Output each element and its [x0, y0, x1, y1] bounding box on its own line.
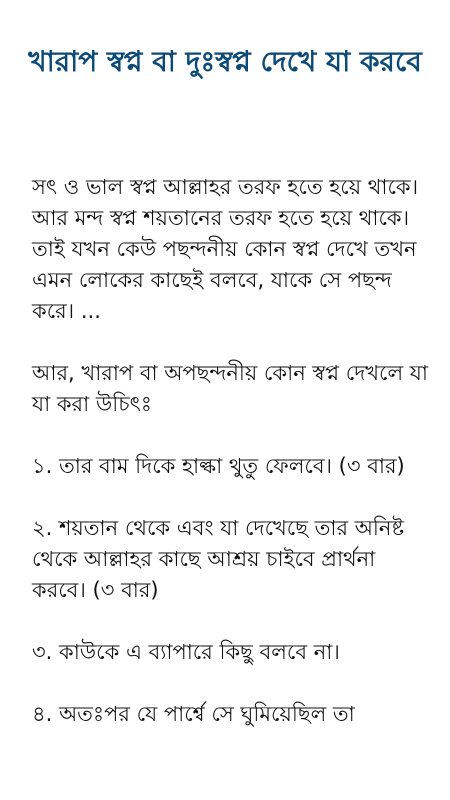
- step-3: ৩. কাউকে এ ব্যাপারে কিছু বলবে না।: [32, 640, 340, 664]
- step-1: ১. তার বাম দিকে হাল্কা থুতু ফেলবে। (৩ বার): [32, 454, 405, 478]
- step-4: ৪. অতঃপর যে পার্শ্বে সে ঘুমিয়েছিল তা: [32, 702, 355, 726]
- paragraph-bad-dream-lead: আর, খারাপ বা অপছন্দনীয় কোন স্বপ্ন দেখলে যা যা করা উচিৎঃ: [32, 361, 428, 416]
- article-body: [0, 172, 450, 730]
- article-title: খারাপ স্বপ্ন বা দুঃস্বপ্ন দেখে যা করবে: [28, 45, 422, 78]
- step-2: ২. শয়তান থেকে এবং যা দেখেছে তার অনিষ্ট থেকে আল্লাহর কাছে আশ্রয় চাইবে প্রার্থনা করবে। (৩ বার): [32, 516, 405, 602]
- paragraph-intro: সৎ ও ভাল স্বপ্ন আল্লাহর তরফ হতে হয়ে থাকে। আর মন্দ স্বপ্ন শয়তানের তরফ হতে হয়ে থাকে। তাই যখন কেউ পছন্দনীয় কোন স্বপ্ন দেখে তখন এমন লোকের কাছেই বলবে, যাকে সে পছন্দ করে। ...: [32, 175, 419, 323]
